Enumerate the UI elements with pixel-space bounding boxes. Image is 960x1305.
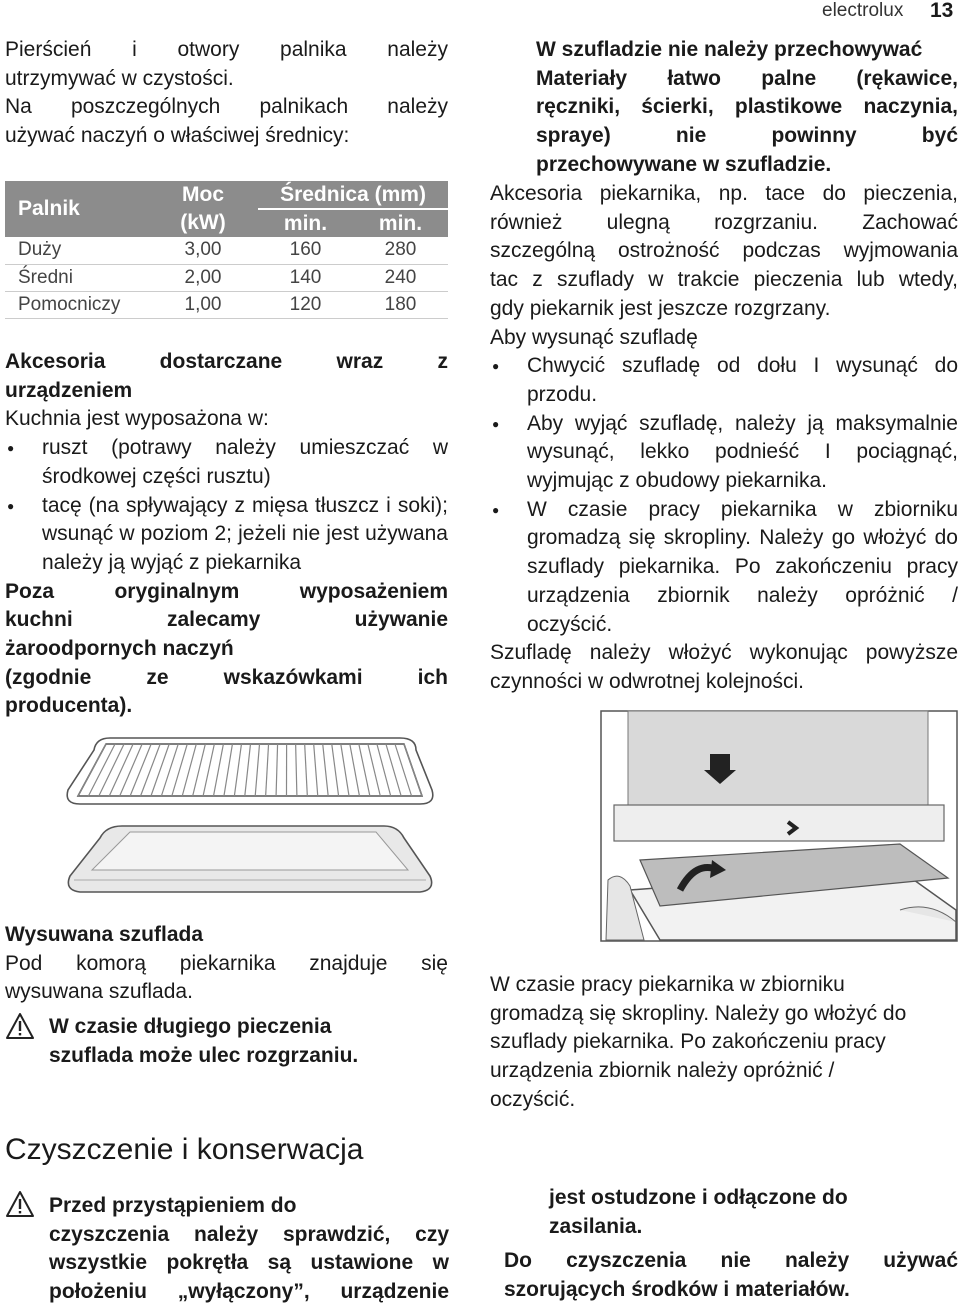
table-row — [5, 237, 448, 264]
rack-bar — [214, 744, 224, 796]
accessories-section — [5, 348, 448, 721]
table-header-burner: Palnik — [5, 181, 148, 237]
warning-line: ręczniki, ścierki, plastikowe naczynia, — [536, 95, 958, 119]
warning-line: szuflada może ulec rozgrzaniu. — [49, 1043, 359, 1067]
warning-line: Przed przystąpieniem do — [49, 1194, 297, 1217]
intro-line: Pierścień i otwory palnika należy — [5, 38, 448, 61]
list-item: ● Chwycić szufladę od dołu I wysunąć do przodu. — [490, 352, 958, 409]
warning-line: W szufladzie nie należy przechowywać — [536, 38, 923, 61]
recommendation: Poza oryginalnym wyposażeniem — [5, 579, 448, 603]
warning-line: szorujących środków i materiałów. — [504, 1277, 850, 1301]
drawer-heading: Wysuwana szuflada — [5, 923, 204, 946]
accessories-heat-text — [490, 180, 958, 697]
table-header-power: Moc — [148, 181, 258, 209]
cleaning-restriction — [504, 1247, 958, 1304]
rack-bar — [234, 744, 241, 796]
burner-max-diameter: 180 — [353, 291, 448, 318]
recommendation: producenta). — [5, 694, 133, 718]
burner-power: 3,00 — [148, 237, 258, 264]
warning-line: wszystkie pokrętła są ustawione w — [49, 1251, 449, 1275]
rack-bar — [203, 744, 214, 796]
cleaning-warning-continued — [549, 1184, 958, 1241]
burner-max-diameter: 240 — [353, 264, 448, 291]
burner-name: Duży — [5, 237, 148, 264]
burner-table — [5, 181, 448, 319]
warning-line: W czasie długiego pieczenia — [49, 1015, 332, 1038]
intro-line: utrzymywać w czystości. — [5, 66, 234, 90]
text-line: gromadzą się skropliny. Należy go włożyć do — [490, 1001, 907, 1025]
text-line: czynności w odwrotnej kolejności. — [490, 669, 804, 693]
rack-bar — [161, 744, 178, 796]
text-line: W czasie pracy piekarnika w zbiorniku — [490, 973, 845, 996]
list-item: ● ruszt (potrawy należy umieszczać w środkowej części rusztu) — [5, 434, 448, 491]
rack-bar — [404, 744, 422, 796]
warning-line: sprayе) nie powinny być — [536, 124, 958, 148]
text-line: Szufladę należy włożyć wykonując powyższe — [490, 641, 958, 665]
rack-bar — [245, 744, 251, 796]
warning-line: jest ostudzone i odłączone do — [549, 1186, 848, 1209]
drawer-text: wysuwana szuflada. — [5, 980, 193, 1004]
cleaning-warning — [49, 1192, 449, 1305]
rack-bar — [224, 744, 232, 796]
burner-name: Pomocniczy — [5, 291, 148, 318]
recommendation: (zgodnie ze wskazówkami ich — [5, 665, 448, 689]
warning-icon — [5, 1190, 35, 1218]
rack-bar — [151, 744, 169, 796]
list-item: ● Aby wyjąć szufladę, należy ją maksymalnie wysunąć, lekko podnieść I pociągnąć, wyjmując z obudowy piekarnika. — [490, 410, 958, 496]
rack-bar — [350, 744, 360, 796]
rack-bar — [332, 744, 339, 796]
intro-line: używać naczyń o właściwej średnicy: — [5, 124, 350, 148]
burner-intro — [5, 36, 448, 151]
rack-bar — [109, 744, 133, 796]
rack-bar — [296, 744, 297, 796]
burner-min-diameter: 140 — [258, 264, 353, 291]
warning-line: zasilania. — [549, 1214, 643, 1238]
table-row — [5, 291, 448, 318]
text-line: gdy piekarnik jest jeszcze rozgrzany. — [490, 296, 831, 320]
table-row — [5, 264, 448, 291]
text-line: oczyścić. — [490, 1087, 576, 1111]
warning-line: przechowywane w szufladzie. — [536, 152, 832, 176]
recommendation: żaroodpornych naczyń — [5, 637, 234, 661]
burner-power: 2,00 — [148, 264, 258, 291]
pull-heading: Aby wysunąć szufladę — [490, 325, 698, 349]
text-line: tac z szuflady w trakcie pieczenia lub wtedy, — [490, 268, 958, 292]
table-header-min: min. — [258, 209, 353, 237]
burner-min-diameter: 160 — [258, 237, 353, 264]
text-line: Akcesoria piekarnika, np. tace do pieczenia, — [490, 182, 958, 205]
rack-bar — [130, 744, 151, 796]
rack-bar — [255, 744, 259, 796]
drawer-storage-warning — [536, 36, 958, 180]
rack-bar — [341, 744, 349, 796]
accessories-intro: Kuchnia jest wyposażona w: — [5, 407, 269, 431]
burner-max-diameter: 280 — [353, 237, 448, 264]
table-header-diameter: Średnica (mm) — [258, 181, 448, 209]
table-header-min: min. — [353, 209, 448, 237]
burner-min-diameter: 120 — [258, 291, 353, 318]
text-line: szczególną ostrożność podczas wyjmowania — [490, 239, 958, 263]
burner-power: 1,00 — [148, 291, 258, 318]
rack-bar — [305, 744, 308, 796]
rack-bar — [120, 744, 142, 796]
rack-bar — [395, 744, 412, 796]
warning-line: Materiały łatwo palne (rękawice, — [536, 66, 958, 90]
drawer-text: Pod komorą piekarnika znajduje się — [5, 951, 448, 975]
drawer-illustration — [600, 710, 958, 942]
burner-name: Średni — [5, 264, 148, 291]
text-line: szuflady piekarnika. Po zakończeniu pracy — [490, 1030, 886, 1054]
warning-line: Do czyszczenia nie należy używać — [504, 1249, 958, 1272]
rack-bar — [359, 744, 370, 796]
drawer-section — [5, 921, 448, 1007]
rack-bar — [141, 744, 161, 796]
rack-bar — [314, 744, 318, 796]
section-title: Czyszczenie i konserwacja — [5, 1133, 364, 1166]
warning-line: położeniu „wyłączony”, urządzenie — [49, 1280, 449, 1304]
text-line: urządzenia zbiornik należy opróżnić / — [490, 1059, 835, 1083]
rack-bar — [323, 744, 328, 796]
recommendation: kuchni zalecamy używanie — [5, 608, 448, 632]
rack-bar — [266, 744, 269, 796]
accessories-heading: urządzeniem — [5, 378, 133, 402]
text-line: również ulegną rozgrzaniu. Zachować — [490, 210, 958, 234]
accessories-heading: Akcesoria dostarczane wraz z — [5, 350, 448, 373]
condensation-text — [490, 971, 958, 1115]
list-item: ● W czasie pracy piekarnika w zbiorniku gromadzą się skropliny. Należy go włożyć do szuflady piekarnika. Po zakończeniu pracy urządzenia zbiornik należy opróżnić / oczyścić. — [490, 496, 958, 640]
warning-line: czyszczenia należy sprawdzić, czy — [49, 1222, 449, 1246]
rack-bar — [276, 744, 278, 796]
page-number: 13 — [930, 0, 954, 22]
rack-and-tray-illustration — [60, 730, 440, 910]
table-header-power-unit: (kW) — [148, 209, 258, 237]
list-item: ● tacę (na spływający z mięsa tłuszcz i soki); wsunąć w poziom 2; jeżeli nie jest używana należy ją wyjąć z piekarnika — [5, 492, 448, 578]
intro-line: Na poszczególnych palnikach należy — [5, 95, 448, 119]
brand-name: electrolux — [822, 0, 904, 21]
warning-icon — [5, 1012, 35, 1040]
drawer-warning — [49, 1013, 449, 1070]
